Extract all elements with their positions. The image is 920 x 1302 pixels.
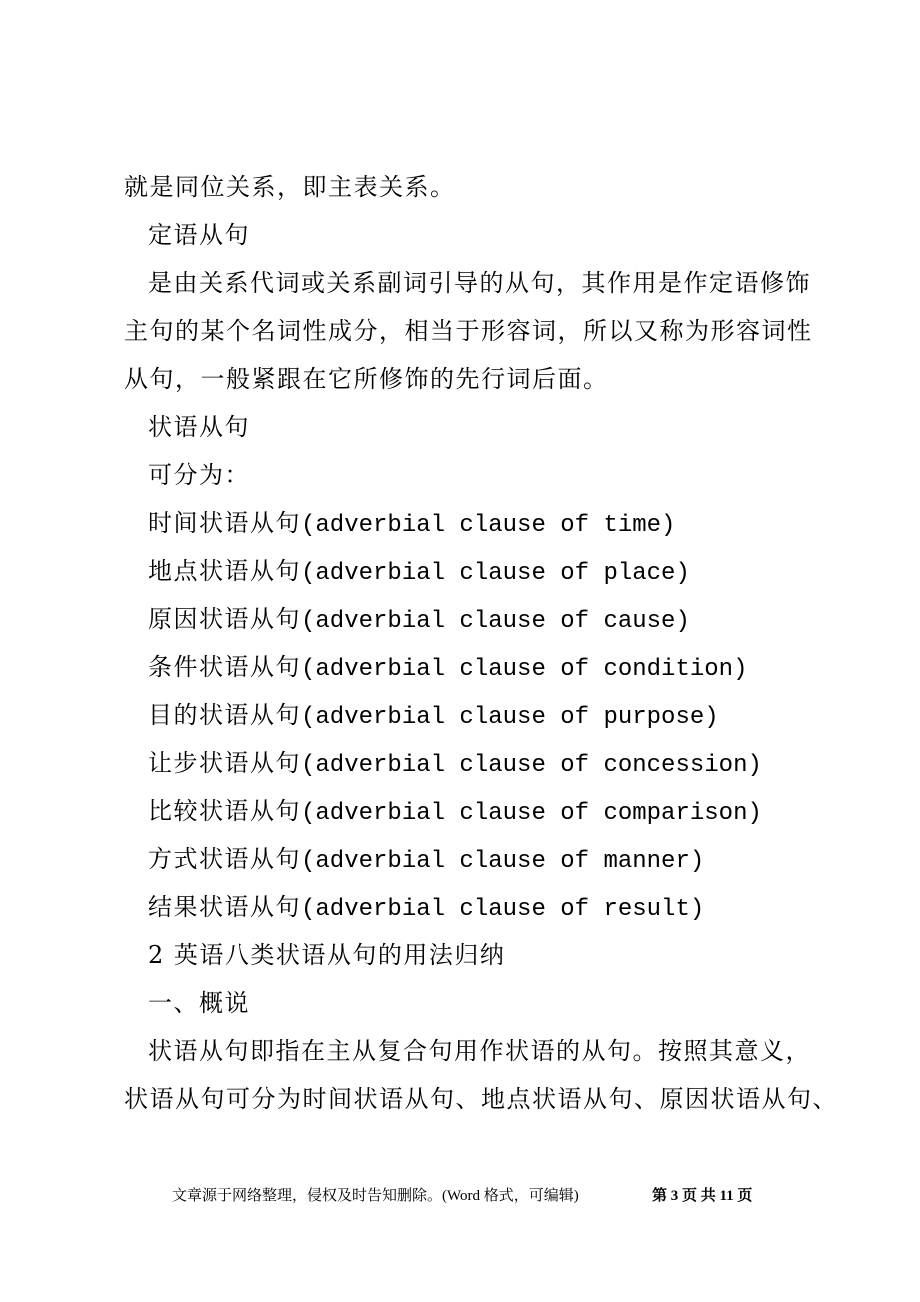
list-item: 比较状语从句(adverbial clause of comparison)	[148, 797, 762, 827]
text-line: 状语从句即指在主从复合句用作状语的从句。按照其意义，	[148, 1037, 811, 1065]
list-item: 条件状语从句(adverbial clause of condition)	[148, 653, 748, 683]
section-heading-adverbial-clause: 状语从句	[148, 413, 250, 441]
list-item: 方式状语从句(adverbial clause of manner)	[148, 845, 705, 875]
text-line: 可分为：	[148, 461, 250, 489]
list-item: 结果状语从句(adverbial clause of result)	[148, 893, 705, 923]
section-heading-overview: 一、概说	[148, 989, 250, 1017]
list-item: 地点状语从句(adverbial clause of place)	[148, 557, 690, 587]
text-line: 从句，一般紧跟在它所修饰的先行词后面。	[124, 365, 609, 393]
list-item: 原因状语从句(adverbial clause of cause)	[148, 605, 690, 635]
list-item: 目的状语从句(adverbial clause of purpose)	[148, 701, 719, 731]
list-item: 让步状语从句(adverbial clause of concession)	[148, 749, 762, 779]
text-line: 就是同位关系，即主表关系。	[124, 173, 456, 201]
text-line: 状语从句可分为时间状语从句、地点状语从句、原因状语从句、	[124, 1085, 838, 1113]
section-heading-usage-summary: 2 英语八类状语从句的用法归纳	[148, 941, 506, 969]
footer-note: 文章源于网络整理，侵权及时告知删除。(Word 格式，可编辑)	[172, 1188, 579, 1204]
text-line: 主句的某个名词性成分，相当于形容词，所以又称为形容词性	[124, 317, 813, 345]
list-item: 时间状语从句(adverbial clause of time)	[148, 509, 676, 539]
text-line: 是由关系代词或关系副词引导的从句，其作用是作定语修饰	[148, 269, 811, 297]
section-heading-attributive-clause: 定语从句	[148, 221, 250, 249]
page-number: 第 3 页 共 11 页	[652, 1188, 753, 1204]
